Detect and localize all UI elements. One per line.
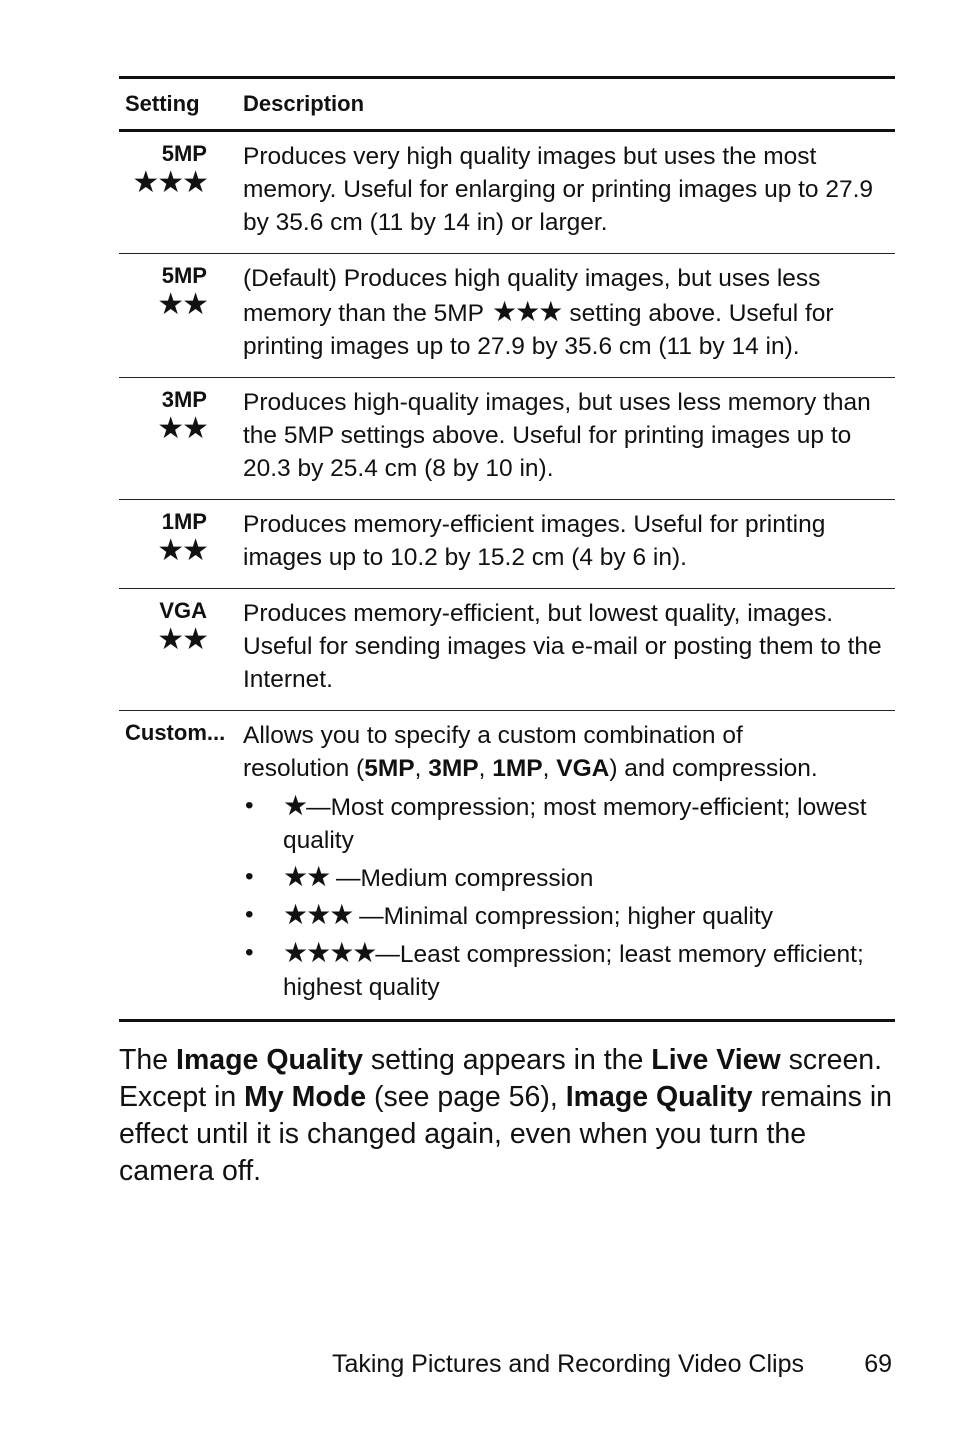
page-footer [0, 1350, 954, 1384]
description-line: Allows you to specify a custom combination of [243, 722, 743, 749]
setting-cell [119, 597, 231, 696]
description-cell [231, 508, 895, 574]
bullet-icon: • [245, 901, 254, 928]
table-row [119, 378, 895, 500]
description-part: ) and compression. [609, 755, 818, 782]
compression-list [243, 789, 895, 1004]
setting-cell [119, 386, 231, 485]
list-item [243, 898, 895, 933]
description-part: setting above. Useful for printing images up to 27.9 by 35.6 cm (11 by 14 in). [243, 300, 834, 360]
list-item [243, 860, 895, 895]
paragraph-text: remains in effect until it is changed again, even when you turn the camera off. [119, 1081, 893, 1187]
list-item-text: —Most compression; most memory-efficient; lowest quality [283, 794, 867, 854]
paragraph-text: setting appears in the [362, 1044, 652, 1076]
separator: , [414, 755, 429, 782]
description-text [243, 262, 895, 363]
setting-name: 5MP [161, 263, 207, 288]
setting-cell [119, 508, 231, 574]
description-cell [231, 140, 895, 239]
paragraph-text: screen. Except in [119, 1044, 883, 1113]
paragraph-bold: Image Quality [565, 1081, 753, 1113]
inline-star-icon: ★★★ [492, 296, 562, 327]
setting-cell [119, 719, 231, 1007]
paragraph-text: (see page 56), [366, 1081, 566, 1113]
list-item [243, 936, 895, 1004]
list-item-text: —Minimal compression; higher quality [352, 903, 774, 930]
setting-cell [119, 140, 231, 239]
bullet-icon: • [245, 792, 254, 819]
setting-name: 1MP [161, 509, 207, 534]
star-rating-icon: ★★★ [132, 166, 207, 199]
description-cell [231, 262, 895, 363]
star-rating-icon: ★★★ [283, 899, 353, 930]
resolution-option: 1MP [492, 755, 543, 782]
description-text [243, 719, 895, 785]
description-part: (Default) Produces high quality images, but uses less memory than the 5MP [243, 265, 821, 327]
setting-cell [119, 262, 231, 363]
star-rating-icon: ★★ [157, 534, 207, 567]
table-header [119, 79, 895, 132]
resolution-option: 5MP [364, 755, 415, 782]
star-rating-icon: ★★ [157, 412, 207, 445]
description-text: Produces very high quality images but uses the most memory. Useful for enlarging or printing images up to 27.9 by 35.6 cm (11 by 14 in) or larger. [243, 143, 874, 236]
description-part: resolution ( [243, 755, 365, 782]
table-row [119, 711, 895, 1019]
body-paragraph [119, 1042, 899, 1190]
list-item-text: —Medium compression [329, 865, 594, 892]
table-row [119, 254, 895, 378]
description-text: Produces memory-efficient images. Useful for printing images up to 10.2 by 15.2 cm (4 by 6 in). [243, 511, 826, 571]
star-rating-icon: ★ [283, 790, 307, 821]
star-rating-icon: ★★★★ [283, 937, 376, 968]
page-number: 69 [864, 1350, 892, 1378]
resolution-option: 3MP [428, 755, 479, 782]
setting-name: VGA [159, 598, 207, 623]
list-item [243, 789, 895, 857]
header-setting: Setting [125, 91, 200, 116]
description-text: Produces memory-efficient, but lowest quality, images. Useful for sending images via e-mail or posting them to the Internet. [243, 600, 882, 693]
bullet-icon: • [245, 863, 254, 890]
setting-name: Custom... [125, 720, 226, 745]
resolution-option: VGA [556, 755, 610, 782]
paragraph-bold: Image Quality [176, 1044, 363, 1076]
description-cell [231, 597, 895, 696]
star-rating-icon: ★★ [157, 288, 207, 321]
star-rating-icon: ★★ [157, 623, 207, 656]
description-cell [231, 386, 895, 485]
setting-name: 5MP [161, 141, 207, 166]
bullet-icon: • [245, 939, 254, 966]
table-row [119, 132, 895, 254]
list-item-text: —Least compression; least memory efficient; highest quality [283, 941, 864, 1001]
table-row [119, 500, 895, 589]
image-quality-table [119, 76, 895, 1022]
header-description: Description [243, 91, 365, 116]
setting-name: 3MP [161, 387, 207, 412]
separator: , [542, 755, 557, 782]
description-cell [231, 719, 895, 1007]
paragraph-text: The [119, 1044, 177, 1076]
paragraph-bold: My Mode [244, 1081, 367, 1113]
footer-chapter-title: Taking Pictures and Recording Video Clips [331, 1350, 804, 1378]
table-row [119, 589, 895, 711]
star-rating-icon: ★★ [283, 861, 330, 892]
description-text: Produces high-quality images, but uses less memory than the 5MP settings above. Useful for printing images up to 20.3 by 25.4 cm (8 by 10 in). [243, 389, 871, 482]
separator: , [478, 755, 493, 782]
paragraph-bold: Live View [651, 1044, 781, 1076]
